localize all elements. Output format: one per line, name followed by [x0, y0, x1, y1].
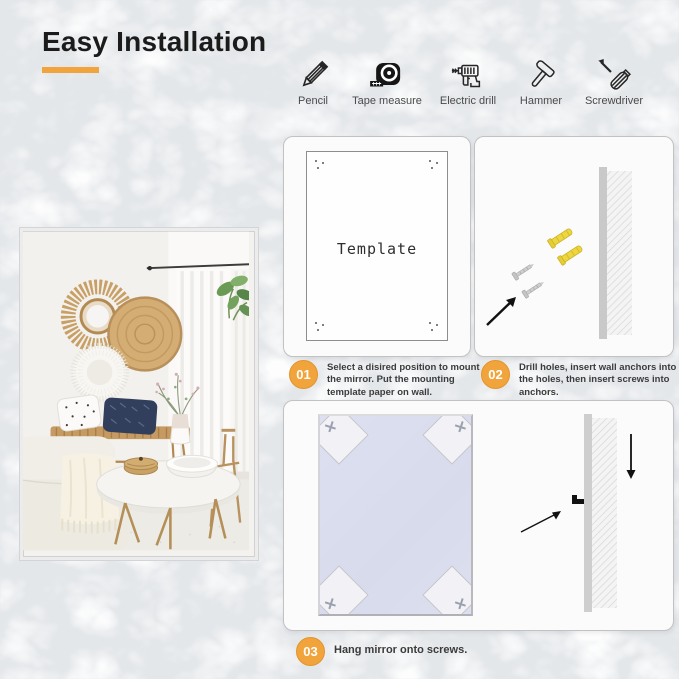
- anchors-screws-illustration: [475, 137, 671, 354]
- tool-label: Electric drill: [439, 95, 497, 107]
- tool-item-hammer: [520, 58, 562, 107]
- template-label: Template: [336, 240, 418, 258]
- tool-label: Pencil: [298, 95, 328, 107]
- step-row-1: [289, 360, 481, 399]
- step-row-2: [481, 360, 677, 399]
- arrow-down-icon: [627, 434, 636, 479]
- electric-drill-icon: [449, 58, 487, 94]
- pencil-icon: [294, 58, 332, 94]
- drill-mark-dots: [428, 159, 440, 171]
- lifestyle-photo-mirror: [20, 228, 258, 560]
- wall-anchor: [547, 227, 574, 249]
- screwdriver-icon: [595, 58, 633, 94]
- wall-anchor: [557, 244, 584, 266]
- step-number-badge: 01: [289, 360, 318, 389]
- mounting-template-paper: [306, 151, 448, 341]
- step-row-3: [296, 637, 616, 666]
- hang-on-wall-illustration: [284, 401, 671, 628]
- drill-mark-dots: [314, 159, 326, 171]
- pillows: [56, 394, 157, 435]
- step-instruction: Drill holes, insert wall anchors into the holes, then insert screws into anchors.: [519, 362, 677, 398]
- wall-cross-section: [599, 167, 607, 339]
- panel-step-1-template: [283, 136, 471, 357]
- bowl: [166, 455, 217, 477]
- title-accent-bar: [42, 67, 99, 73]
- panel-step-2-anchors: [474, 136, 674, 357]
- tool-item-screwdriver: [585, 58, 643, 107]
- tool-label: Screwdriver: [584, 95, 644, 107]
- wall-cross-section: [584, 414, 592, 612]
- living-room-scene: [23, 231, 249, 551]
- tool-label: Hammer: [519, 95, 563, 107]
- step-number-badge: 02: [481, 360, 510, 389]
- wall-hook: [572, 495, 584, 504]
- page-title: Easy Installation: [42, 26, 267, 57]
- step-instruction: Select a disired position to mount the mirror. Put the mounting template paper on wall.: [327, 362, 480, 398]
- arrow-icon: [521, 511, 561, 532]
- tool-item-tape-measure: [352, 58, 422, 107]
- woven-box: [124, 457, 157, 475]
- step-number-badge: 03: [296, 637, 325, 666]
- tool-item-electric-drill: [440, 58, 496, 107]
- tool-label: Tape measure: [352, 95, 422, 107]
- arrow-icon: [487, 297, 516, 325]
- drill-mark-dots: [314, 321, 326, 333]
- step-instruction: Hang mirror onto screws.: [334, 644, 468, 656]
- tape-measure-icon: [368, 58, 406, 94]
- screw: [512, 261, 537, 281]
- screw: [522, 279, 547, 299]
- tool-item-pencil: [294, 58, 332, 107]
- hammer-icon: [522, 58, 560, 94]
- panel-step-3-hang-mirror: [283, 400, 674, 631]
- drill-mark-dots: [428, 321, 440, 333]
